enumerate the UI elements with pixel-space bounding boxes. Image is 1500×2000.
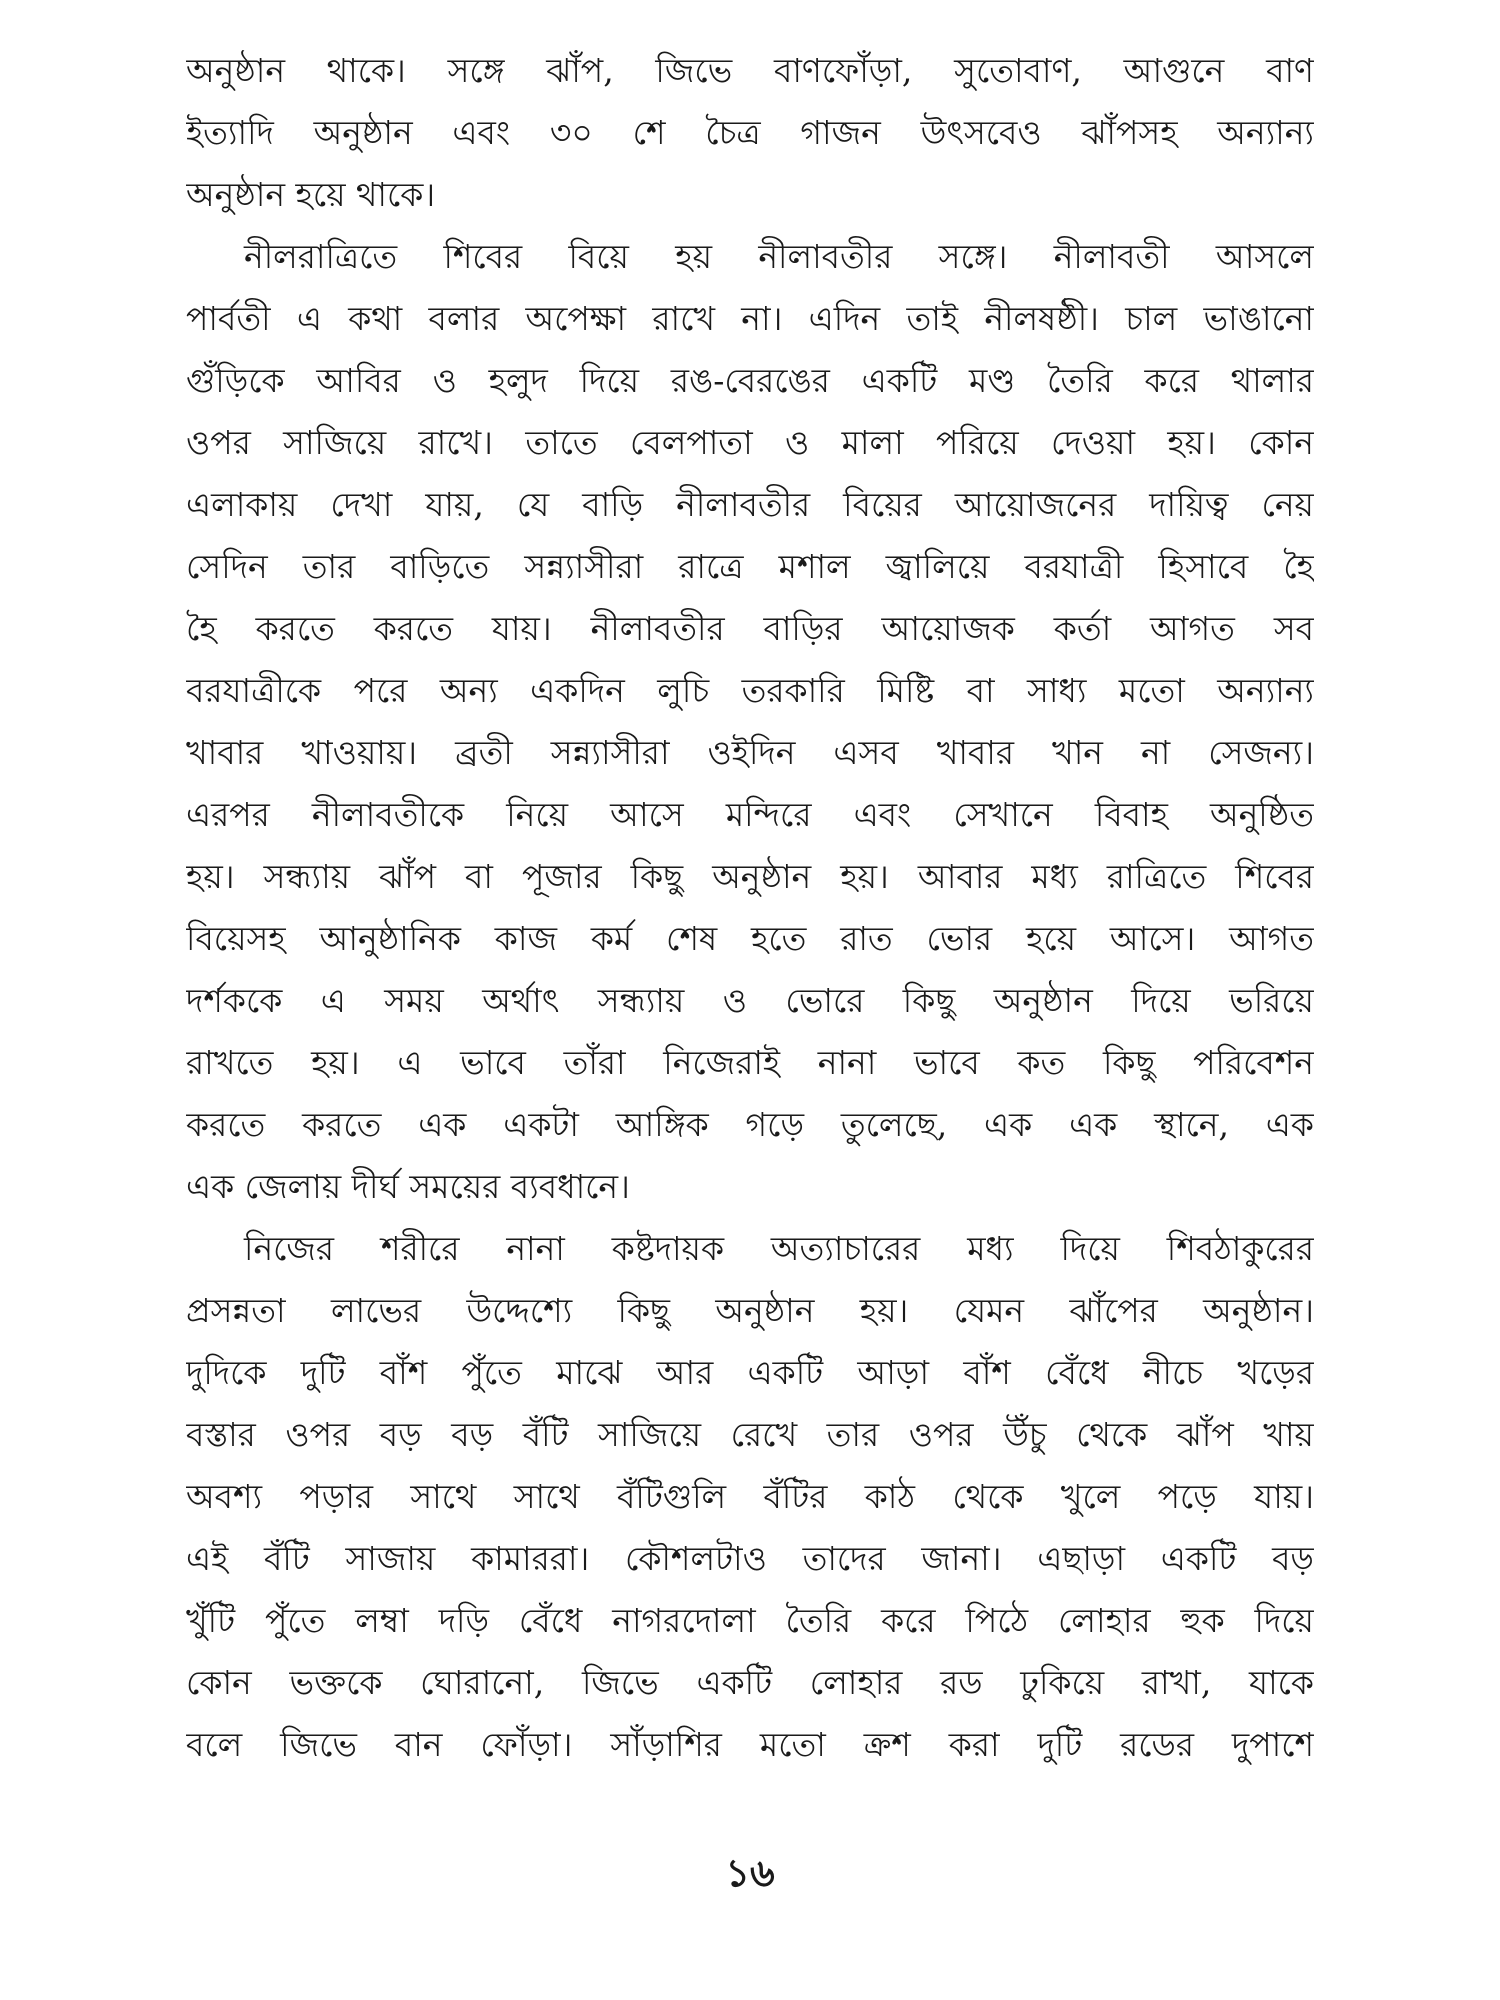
text-line: হয়। সন্ধ্যায় ঝাঁপ বা পূজার কিছু অনুষ্ঠান হয়। আবার মধ্য রাত্রিতে শিবের xyxy=(186,857,1314,896)
text-line: অনুষ্ঠান হয়ে থাকে। xyxy=(186,175,436,214)
text-line: খুঁটি পুঁতে লম্বা দড়ি বেঁধে নাগরদোলা তৈরি করে পিঠে লোহার হুক দিয়ে xyxy=(186,1601,1314,1640)
text-line: হৈ করতে করতে যায়। নীলাবতীর বাড়ির আয়োজক কর্তা আগত সব xyxy=(186,609,1314,648)
text-line: বিয়েসহ আনুষ্ঠানিক কাজ কর্ম শেষ হতে রাত ভোর হয়ে আসে। আগত xyxy=(186,919,1314,958)
body-text xyxy=(186,40,1314,1776)
text-line: নীলরাত্রিতে শিবের বিয়ে হয় নীলাবতীর সঙ্গে। নীলাবতী আসলে xyxy=(244,237,1314,276)
text-line: অনুষ্ঠান থাকে। সঙ্গে ঝাঁপ, জিভে বাণফোঁড়া, সুতোবাণ, আগুনে বাণ xyxy=(186,51,1314,90)
text-line: এলাকায় দেখা যায়, যে বাড়ি নীলাবতীর বিয়ের আয়োজনের দায়িত্ব নেয় xyxy=(186,485,1314,524)
text-line: গুঁড়িকে আবির ও হলুদ দিয়ে রঙ-বেরঙের একটি মণ্ড তৈরি করে থালার xyxy=(186,361,1314,400)
text-line: দুদিকে দুটি বাঁশ পুঁতে মাঝে আর একটি আড়া বাঁশ বেঁধে নীচে খড়ের xyxy=(186,1353,1314,1392)
text-line: দর্শককে এ সময় অর্থাৎ সন্ধ্যায় ও ভোরে কিছু অনুষ্ঠান দিয়ে ভরিয়ে xyxy=(186,981,1314,1020)
text-line: এক জেলায় দীর্ঘ সময়ের ব্যবধানে। xyxy=(186,1167,630,1206)
text-line: বস্তার ওপর বড় বড় বঁটি সাজিয়ে রেখে তার ওপর উঁচু থেকে ঝাঁপ খায় xyxy=(186,1415,1314,1454)
text-line: করতে করতে এক একটা আঙ্গিক গড়ে তুলেছে, এক এক স্থানে, এক xyxy=(186,1105,1314,1144)
text-line: ওপর সাজিয়ে রাখে। তাতে বেলপাতা ও মালা পরিয়ে দেওয়া হয়। কোন xyxy=(186,423,1314,462)
text-line: পার্বতী এ কথা বলার অপেক্ষা রাখে না। এদিন তাই নীলষষ্ঠী। চাল ভাঙানো xyxy=(186,299,1314,338)
text-line: অবশ্য পড়ার সাথে সাথে বঁটিগুলি বঁটির কাঠ থেকে খুলে পড়ে যায়। xyxy=(186,1477,1314,1516)
text-line: এই বঁটি সাজায় কামাররা। কৌশলটাও তাদের জানা। এছাড়া একটি বড় xyxy=(186,1539,1314,1578)
text-line: নিজের শরীরে নানা কষ্টদায়ক অত্যাচারের মধ্য দিয়ে শিবঠাকুরের xyxy=(244,1229,1314,1268)
text-line: রাখতে হয়। এ ভাবে তাঁরা নিজেরাই নানা ভাবে কত কিছু পরিবেশন xyxy=(186,1043,1314,1082)
text-line: বরযাত্রীকে পরে অন্য একদিন লুচি তরকারি মিষ্টি বা সাধ্য মতো অন্যান্য xyxy=(186,671,1314,710)
page-number: ১৬ xyxy=(725,1850,775,1895)
text-line: কোন ভক্তকে ঘোরানো, জিভে একটি লোহার রড ঢুকিয়ে রাখা, যাকে xyxy=(186,1663,1314,1702)
text-line: খাবার খাওয়ায়। ব্রতী সন্ন্যাসীরা ওইদিন এসব খাবার খান না সেজন্য। xyxy=(186,733,1314,772)
text-line: প্রসন্নতা লাভের উদ্দেশ্যে কিছু অনুষ্ঠান হয়। যেমন ঝাঁপের অনুষ্ঠান। xyxy=(186,1291,1314,1330)
text-line: এরপর নীলাবতীকে নিয়ে আসে মন্দিরে এবং সেখানে বিবাহ অনুষ্ঠিত xyxy=(186,795,1314,834)
text-line: বলে জিভে বান ফোঁড়া। সাঁড়াশির মতো ক্রশ করা দুটি রডের দুপাশে xyxy=(186,1725,1314,1764)
text-line: ইত্যাদি অনুষ্ঠান এবং ৩০ শে চৈত্র গাজন উৎসবেও ঝাঁপসহ অন্যান্য xyxy=(186,113,1314,152)
text-line: সেদিন তার বাড়িতে সন্ন্যাসীরা রাত্রে মশাল জ্বালিয়ে বরযাত্রী হিসাবে হৈ xyxy=(186,547,1314,586)
